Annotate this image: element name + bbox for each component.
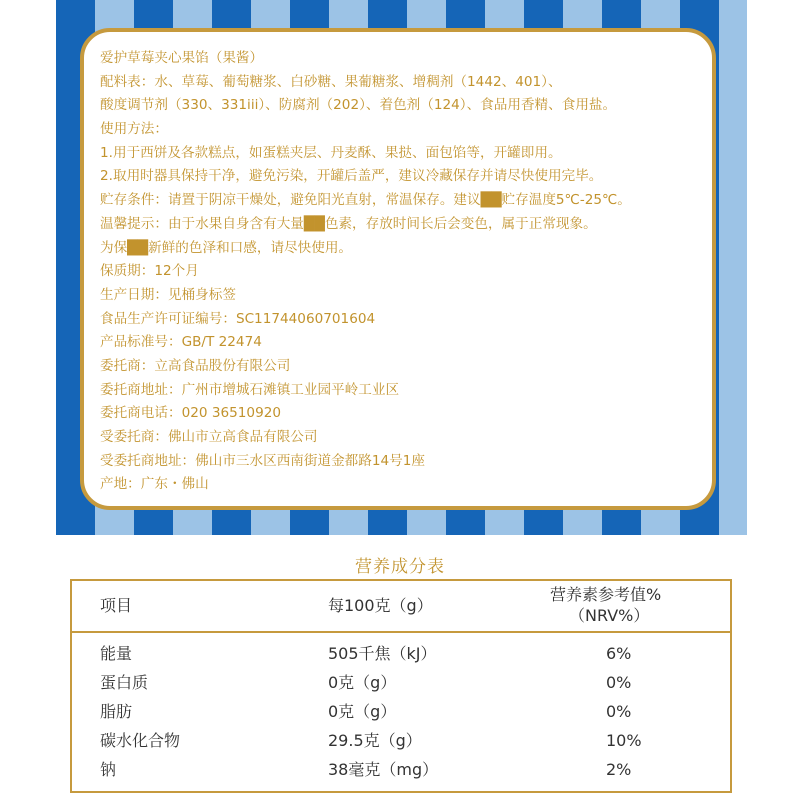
cell-item: 钠 [100,760,117,779]
label-line: 保质期：12个月 [100,263,199,280]
label-text-block [100,47,720,497]
cell-nrv: 0% [606,673,632,692]
label-line: 委托商：立高食品股份有限公司 [100,357,291,374]
cell-item: 蛋白质 [100,673,149,692]
table-row [72,640,730,668]
label-line: 委托商电话：020 36510920 [100,405,282,422]
table-row [72,756,730,784]
header-nrv-line2: （NRV%） [569,606,650,625]
label-line: 2.取用时器具保持干净，避免污染，开罐后盖严，建议冷藏保存并请尽快使用完毕。 [100,168,603,185]
cell-per100: 505千焦（kJ） [328,644,437,663]
cell-per100: 29.5克（g） [328,731,422,750]
label-line: 食品生产许可证编号：SC11744060701604 [100,310,376,327]
cell-nrv: 6% [606,644,632,663]
label-line: 爱护草莓夹心果馅（果酱） [100,50,264,66]
header-per100: 每100克（g） [328,596,433,615]
label-line: 产品标准号：GB/T 22474 [100,334,262,351]
label-line: 受委托商地址：佛山市三水区西南街道金都路14号1座 [100,452,426,469]
label-line: 产地：广东・佛山 [100,476,209,493]
label-line: 生产日期：见桶身标签 [100,286,236,303]
cell-per100: 38毫克（mg） [328,760,439,779]
label-line: 1.用于西饼及各款糕点，如蛋糕夹层、丹麦酥、果挞、面包馅等，开罐即用。 [100,144,562,161]
cell-per100: 0克（g） [328,702,397,721]
label-line: 温馨提示：由于水果自身含有大量██色素，存放时间长后会变色，属于正常现象。 [100,215,597,232]
label-line: 酸度调节剂（330、331iii）、防腐剂（202）、着色剂（124）、食品用香精、食用盐。 [100,97,617,114]
label-line: 委托商地址：广州市增城石滩镇工业园平岭工业区 [100,381,400,398]
label-line: 使用方法： [100,121,168,138]
cell-item: 能量 [100,644,133,663]
header-nrv-line1: 营养素参考值% [550,585,662,604]
nutrition-header-row [72,581,730,633]
nutrition-title: 营养成分表 [355,557,445,577]
label-line: 配料表：水、草莓、葡萄糖浆、白砂糖、果葡糖浆、增稠剂（1442、401）、 [100,73,562,90]
table-row [72,669,730,697]
cell-item: 脂肪 [100,702,133,721]
label-line: 为保██新鲜的色泽和口感，请尽快使用。 [100,239,353,256]
label-line: 受委托商：佛山市立高食品有限公司 [100,429,318,445]
cell-per100: 0克（g） [328,673,397,692]
table-row [72,698,730,726]
cell-nrv: 10% [606,731,642,750]
header-item: 项目 [100,596,133,615]
label-line: 贮存条件：请置于阴凉干燥处，避免阳光直射，常温保存。建议██贮存温度5℃-25℃。 [100,192,631,209]
cell-nrv: 0% [606,702,632,721]
cell-item: 碳水化合物 [100,731,181,750]
nutrition-table [70,579,732,793]
cell-nrv: 2% [606,760,632,779]
table-row [72,727,730,755]
